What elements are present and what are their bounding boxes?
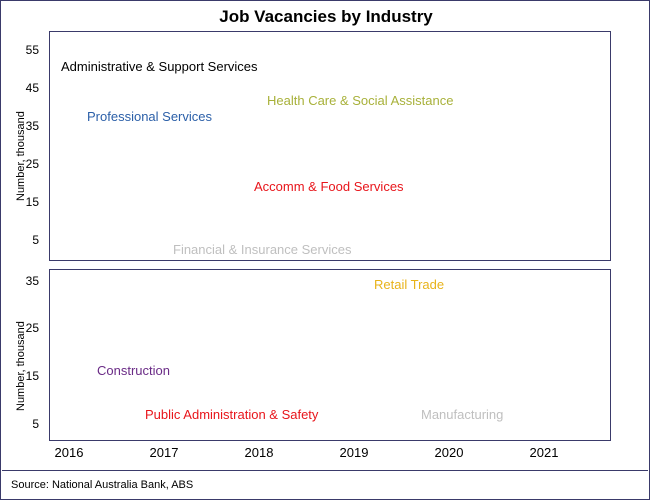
y-axis-label-bottom: Number, thousand: [15, 321, 27, 411]
y-axis-label-top: Number, thousand: [15, 111, 27, 201]
chart-panel-top: [49, 31, 611, 261]
plot-frame-bottom: [49, 269, 611, 441]
y-tick-top-0: 55: [25, 43, 39, 57]
series-label-accomm: Accomm & Food Services: [254, 179, 404, 194]
x-tick-2019: 2019: [339, 445, 369, 460]
y-tick-bot-2: 15: [25, 369, 39, 383]
x-tick-2016: 2016: [54, 445, 84, 460]
y-tick-bot-3: 5: [32, 417, 39, 431]
y-tick-bot-0: 35: [25, 274, 39, 288]
x-tick-2020: 2020: [434, 445, 464, 460]
y-tick-top-1: 45: [25, 81, 39, 95]
x-tick-2017: 2017: [149, 445, 179, 460]
series-label-retail: Retail Trade: [374, 277, 445, 292]
source-note: Source: National Australia Bank, ABS: [11, 479, 194, 491]
series-label-financial: Financial & Insurance Services: [173, 242, 352, 257]
footer-divider: [2, 470, 648, 471]
chart-panel-bottom: [49, 269, 611, 441]
y-tick-top-2: 35: [25, 119, 39, 133]
series-label-health: Health Care & Social Assistance: [267, 93, 454, 108]
y-tick-top-4: 15: [25, 195, 39, 209]
series-label-manufacturing: Manufacturing: [421, 407, 504, 422]
y-tick-bot-1: 25: [25, 321, 39, 335]
x-tick-2021: 2021: [529, 445, 559, 460]
series-label-public-admin: Public Administration & Safety: [145, 407, 319, 422]
series-label-admin: Administrative & Support Services: [61, 59, 258, 74]
page-title: Job Vacancies by Industry: [219, 7, 433, 26]
x-tick-2018: 2018: [244, 445, 274, 460]
series-label-professional: Professional Services: [87, 109, 212, 124]
series-label-construction: Construction: [97, 363, 170, 378]
y-tick-top-3: 25: [25, 157, 39, 171]
y-tick-top-5: 5: [32, 233, 39, 247]
